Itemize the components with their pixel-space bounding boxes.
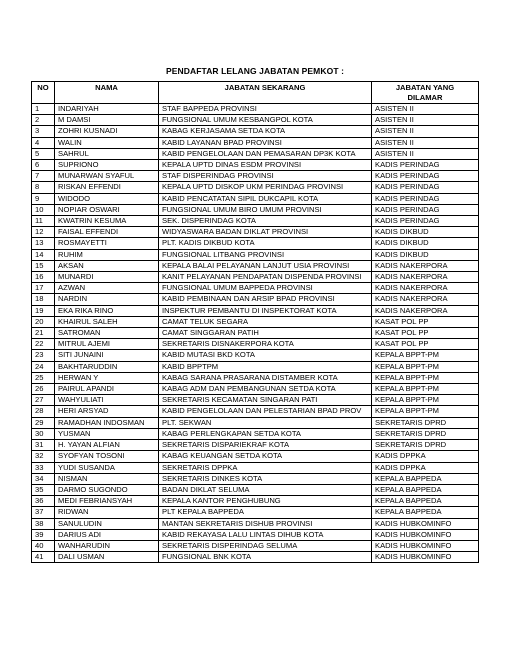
table-row bbox=[32, 496, 479, 507]
cell-nama: MITRUL AJEMI bbox=[55, 339, 159, 350]
cell-no: 38 bbox=[32, 518, 55, 529]
table-row bbox=[32, 171, 479, 182]
cell-no: 26 bbox=[32, 384, 55, 395]
cell-jabatan-sekarang: INSPEKTUR PEMBANTU DI INSPEKTORAT KOTA bbox=[159, 305, 372, 316]
table-row bbox=[32, 540, 479, 551]
cell-jabatan-sekarang: KABID BPPTPM bbox=[159, 361, 372, 372]
cell-no: 1 bbox=[32, 104, 55, 115]
cell-jabatan-sekarang: KABAG SARANA PRASARANA DISTAMBER KOTA bbox=[159, 372, 372, 383]
cell-nama: RISKAN EFFENDI bbox=[55, 182, 159, 193]
cell-jabatan-dilamar: ASISTEN II bbox=[372, 104, 479, 115]
cell-jabatan-dilamar: KADIS NAKERPORA bbox=[372, 294, 479, 305]
cell-jabatan-sekarang: SEKRETARIS DISNAKERPORA KOTA bbox=[159, 339, 372, 350]
cell-jabatan-sekarang: FUNGSIONAL UMUM BAPPEDA PROVINSI bbox=[159, 283, 372, 294]
cell-no: 22 bbox=[32, 339, 55, 350]
cell-jabatan-dilamar: ASISTEN II bbox=[372, 115, 479, 126]
cell-jabatan-dilamar: ASISTEN II bbox=[372, 126, 479, 137]
cell-no: 37 bbox=[32, 507, 55, 518]
cell-jabatan-sekarang: KABID PENGELOLAAN DAN PELESTARIAN BPAD PROV bbox=[159, 406, 372, 417]
cell-no: 35 bbox=[32, 484, 55, 495]
table-row bbox=[32, 484, 479, 495]
cell-jabatan-sekarang: SEKRETARIS DISPERINDAG SELUMA bbox=[159, 540, 372, 551]
cell-jabatan-dilamar: KADIS DIKBUD bbox=[372, 238, 479, 249]
table-row bbox=[32, 115, 479, 126]
cell-jabatan-sekarang: KABID MUTASI BKD KOTA bbox=[159, 350, 372, 361]
cell-jabatan-dilamar: KADIS HUBKOMINFO bbox=[372, 540, 479, 551]
cell-no: 25 bbox=[32, 372, 55, 383]
header-jabatan-dilamar: JABATAN YANG DILAMAR bbox=[372, 82, 479, 104]
cell-nama: HERWAN Y bbox=[55, 372, 159, 383]
cell-jabatan-dilamar: KADIS NAKERPORA bbox=[372, 272, 479, 283]
cell-nama: MEDI FEBRIANSYAH bbox=[55, 496, 159, 507]
cell-nama: KHAIRUL SALEH bbox=[55, 316, 159, 327]
cell-jabatan-sekarang: FUNGSIONAL UMUM KESBANGPOL KOTA bbox=[159, 115, 372, 126]
cell-no: 34 bbox=[32, 473, 55, 484]
table-row bbox=[32, 507, 479, 518]
cell-no: 32 bbox=[32, 451, 55, 462]
cell-nama: DARIUS ADI bbox=[55, 529, 159, 540]
cell-nama: NISMAN bbox=[55, 473, 159, 484]
cell-no: 28 bbox=[32, 406, 55, 417]
cell-nama: DALI USMAN bbox=[55, 552, 159, 563]
cell-jabatan-sekarang: KABAG KERJASAMA SETDA KOTA bbox=[159, 126, 372, 137]
cell-nama: WIDODO bbox=[55, 193, 159, 204]
table-row bbox=[32, 552, 479, 563]
cell-jabatan-dilamar: KEPALA BAPPEDA bbox=[372, 507, 479, 518]
cell-jabatan-sekarang: SEKRETARIS DINKES KOTA bbox=[159, 473, 372, 484]
cell-nama: YUSMAN bbox=[55, 428, 159, 439]
cell-jabatan-dilamar: KADIS PERINDAG bbox=[372, 182, 479, 193]
cell-jabatan-sekarang: WIDYASWARA BADAN DIKLAT PROVINSI bbox=[159, 227, 372, 238]
table-row bbox=[32, 126, 479, 137]
cell-jabatan-sekarang: STAF BAPPEDA PROVINSI bbox=[159, 104, 372, 115]
cell-nama: KWATRIN KESUMA bbox=[55, 216, 159, 227]
cell-nama: H. YAYAN ALFIAN bbox=[55, 440, 159, 451]
cell-no: 8 bbox=[32, 182, 55, 193]
table-row bbox=[32, 305, 479, 316]
table-row bbox=[32, 216, 479, 227]
cell-nama: SUPRIONO bbox=[55, 160, 159, 171]
cell-nama: MUNARDI bbox=[55, 272, 159, 283]
table-row bbox=[32, 529, 479, 540]
table-row bbox=[32, 384, 479, 395]
cell-jabatan-dilamar: KASAT POL PP bbox=[372, 339, 479, 350]
cell-nama: M DAMSI bbox=[55, 115, 159, 126]
cell-jabatan-sekarang: KABID REKAYASA LALU LINTAS DIHUB KOTA bbox=[159, 529, 372, 540]
cell-no: 40 bbox=[32, 540, 55, 551]
cell-no: 36 bbox=[32, 496, 55, 507]
cell-jabatan-sekarang: SEKRETARIS DPPKA bbox=[159, 462, 372, 473]
table-row bbox=[32, 294, 479, 305]
cell-jabatan-sekarang: FUNGSIONAL BNK KOTA bbox=[159, 552, 372, 563]
table-row bbox=[32, 406, 479, 417]
cell-jabatan-sekarang: PLT KEPALA BAPPEDA bbox=[159, 507, 372, 518]
cell-no: 2 bbox=[32, 115, 55, 126]
table-row bbox=[32, 204, 479, 215]
cell-no: 31 bbox=[32, 440, 55, 451]
cell-jabatan-dilamar: KEPALA BAPPEDA bbox=[372, 473, 479, 484]
cell-no: 9 bbox=[32, 193, 55, 204]
header-row bbox=[32, 82, 479, 104]
cell-no: 11 bbox=[32, 216, 55, 227]
cell-nama: MUNARWAN SYAFUL bbox=[55, 171, 159, 182]
cell-jabatan-dilamar: KADIS PERINDAG bbox=[372, 193, 479, 204]
cell-jabatan-dilamar: KADIS HUBKOMINFO bbox=[372, 529, 479, 540]
cell-nama: YUDI SUSANDA bbox=[55, 462, 159, 473]
cell-jabatan-dilamar: KASAT POL PP bbox=[372, 328, 479, 339]
cell-no: 30 bbox=[32, 428, 55, 439]
table-row bbox=[32, 227, 479, 238]
cell-jabatan-dilamar: SEKRETARIS DPRD bbox=[372, 417, 479, 428]
cell-jabatan-sekarang: KABID PENGELOLAAN DAN PEMASARAN DP3K KOTA bbox=[159, 148, 372, 159]
cell-nama: BAKHTARUDDIN bbox=[55, 361, 159, 372]
cell-nama: WALIN bbox=[55, 137, 159, 148]
cell-jabatan-sekarang: CAMAT SINGGARAN PATIH bbox=[159, 328, 372, 339]
cell-no: 20 bbox=[32, 316, 55, 327]
cell-jabatan-dilamar: KEPALA BPPT-PM bbox=[372, 361, 479, 372]
cell-jabatan-sekarang: KABID PENCATATAN SIPIL DUKCAPIL KOTA bbox=[159, 193, 372, 204]
cell-nama: SATROMAN bbox=[55, 328, 159, 339]
cell-jabatan-sekarang: SEKRETARIS DISPARIEKRAF KOTA bbox=[159, 440, 372, 451]
applicant-table bbox=[31, 81, 479, 563]
header-no: NO bbox=[32, 82, 55, 104]
cell-nama: NOPIAR OSWARI bbox=[55, 204, 159, 215]
cell-jabatan-dilamar: KEPALA BPPT-PM bbox=[372, 395, 479, 406]
table-header bbox=[32, 82, 479, 104]
table-row bbox=[32, 160, 479, 171]
cell-jabatan-dilamar: KADIS NAKERPORA bbox=[372, 283, 479, 294]
table-row bbox=[32, 104, 479, 115]
cell-no: 12 bbox=[32, 227, 55, 238]
cell-nama: ROSMAYETTI bbox=[55, 238, 159, 249]
cell-jabatan-sekarang: KEPALA UPTD DISKOP UKM PERINDAG PROVINSI bbox=[159, 182, 372, 193]
cell-no: 14 bbox=[32, 249, 55, 260]
table-row bbox=[32, 339, 479, 350]
cell-no: 17 bbox=[32, 283, 55, 294]
cell-nama: RUHIM bbox=[55, 249, 159, 260]
cell-jabatan-sekarang: FUNGSIONAL UMUM BIRO UMUM PROVINSI bbox=[159, 204, 372, 215]
table-row bbox=[32, 283, 479, 294]
cell-no: 24 bbox=[32, 361, 55, 372]
cell-nama: DARMO SUGONDO bbox=[55, 484, 159, 495]
cell-no: 15 bbox=[32, 260, 55, 271]
cell-no: 23 bbox=[32, 350, 55, 361]
cell-no: 16 bbox=[32, 272, 55, 283]
cell-jabatan-dilamar: KADIS DIKBUD bbox=[372, 249, 479, 260]
cell-no: 19 bbox=[32, 305, 55, 316]
cell-no: 39 bbox=[32, 529, 55, 540]
cell-jabatan-sekarang: KABAG ADM DAN PEMBANGUNAN SETDA KOTA bbox=[159, 384, 372, 395]
cell-jabatan-dilamar: SEKRETARIS DPRD bbox=[372, 428, 479, 439]
cell-nama: SYOFYAN TOSONI bbox=[55, 451, 159, 462]
cell-jabatan-sekarang: KABAG KEUANGAN SETDA KOTA bbox=[159, 451, 372, 462]
cell-jabatan-dilamar: KASAT POL PP bbox=[372, 316, 479, 327]
cell-jabatan-sekarang: KABID LAYANAN BPAD PROVINSI bbox=[159, 137, 372, 148]
cell-no: 13 bbox=[32, 238, 55, 249]
cell-jabatan-sekarang: KANIT PELAYANAN PENDAPATAN DISPENDA PROVINSI bbox=[159, 272, 372, 283]
cell-no: 33 bbox=[32, 462, 55, 473]
table-row bbox=[32, 193, 479, 204]
cell-no: 3 bbox=[32, 126, 55, 137]
cell-jabatan-dilamar: KADIS HUBKOMINFO bbox=[372, 552, 479, 563]
table-row bbox=[32, 518, 479, 529]
cell-jabatan-dilamar: KEPALA BPPT-PM bbox=[372, 406, 479, 417]
cell-jabatan-sekarang: KEPALA KANTOR PENGHUBUNG bbox=[159, 496, 372, 507]
cell-jabatan-sekarang: PLT. SEKWAN bbox=[159, 417, 372, 428]
cell-no: 18 bbox=[32, 294, 55, 305]
cell-jabatan-dilamar: KADIS DIKBUD bbox=[372, 227, 479, 238]
table-row bbox=[32, 316, 479, 327]
cell-jabatan-sekarang: CAMAT TELUK SEGARA bbox=[159, 316, 372, 327]
table-row bbox=[32, 238, 479, 249]
cell-jabatan-sekarang: BADAN DIKLAT SELUMA bbox=[159, 484, 372, 495]
cell-nama: WAHYULIATI bbox=[55, 395, 159, 406]
cell-jabatan-sekarang: MANTAN SEKRETARIS DISHUB PROVINSI bbox=[159, 518, 372, 529]
table-row bbox=[32, 462, 479, 473]
cell-jabatan-dilamar: KADIS DPPKA bbox=[372, 462, 479, 473]
cell-nama: PAIRUL APANDI bbox=[55, 384, 159, 395]
cell-jabatan-dilamar: ASISTEN II bbox=[372, 148, 479, 159]
cell-no: 5 bbox=[32, 148, 55, 159]
table-row bbox=[32, 137, 479, 148]
cell-jabatan-dilamar: KEPALA BPPT-PM bbox=[372, 384, 479, 395]
cell-jabatan-sekarang: STAF DISPERINDAG PROVINSI bbox=[159, 171, 372, 182]
cell-nama: EKA RIKA RINO bbox=[55, 305, 159, 316]
cell-jabatan-sekarang: KABID PEMBINAAN DAN ARSIP BPAD PROVINSI bbox=[159, 294, 372, 305]
cell-jabatan-dilamar: KEPALA BAPPEDA bbox=[372, 496, 479, 507]
cell-jabatan-dilamar: KADIS PERINDAG bbox=[372, 171, 479, 182]
cell-jabatan-dilamar: ASISTEN II bbox=[372, 137, 479, 148]
table-row bbox=[32, 361, 479, 372]
cell-nama: ZOHRI KUSNADI bbox=[55, 126, 159, 137]
document-title: PENDAFTAR LELANG JABATAN PEMKOT : bbox=[165, 66, 344, 76]
cell-nama: INDARIYAH bbox=[55, 104, 159, 115]
cell-jabatan-dilamar: KEPALA BPPT-PM bbox=[372, 350, 479, 361]
table-row bbox=[32, 260, 479, 271]
cell-nama: AKSAN bbox=[55, 260, 159, 271]
cell-jabatan-dilamar: KADIS NAKERPORA bbox=[372, 260, 479, 271]
table-row bbox=[32, 148, 479, 159]
table-row bbox=[32, 249, 479, 260]
table-row bbox=[32, 473, 479, 484]
cell-jabatan-sekarang: SEKRETARIS KECAMATAN SINGARAN PATI bbox=[159, 395, 372, 406]
table-row bbox=[32, 428, 479, 439]
cell-jabatan-dilamar: KADIS NAKERPORA bbox=[372, 305, 479, 316]
table-row bbox=[32, 182, 479, 193]
cell-no: 10 bbox=[32, 204, 55, 215]
cell-no: 7 bbox=[32, 171, 55, 182]
cell-no: 6 bbox=[32, 160, 55, 171]
cell-jabatan-dilamar: KEPALA BPPT-PM bbox=[372, 372, 479, 383]
header-nama: NAMA bbox=[55, 82, 159, 104]
cell-no: 41 bbox=[32, 552, 55, 563]
cell-jabatan-dilamar: KADIS PERINDAG bbox=[372, 160, 479, 171]
table-row bbox=[32, 451, 479, 462]
cell-no: 29 bbox=[32, 417, 55, 428]
table-row bbox=[32, 395, 479, 406]
cell-jabatan-sekarang: FUNGSIONAL LITBANG PROVINSI bbox=[159, 249, 372, 260]
cell-jabatan-sekarang: KEPALA BALAI PELAYANAN LANJUT USIA PROVINSI bbox=[159, 260, 372, 271]
table-row bbox=[32, 328, 479, 339]
cell-nama: NARDIN bbox=[55, 294, 159, 305]
cell-nama: SANULUDIN bbox=[55, 518, 159, 529]
cell-jabatan-sekarang: PLT. KADIS DIKBUD KOTA bbox=[159, 238, 372, 249]
cell-jabatan-dilamar: KADIS DPPKA bbox=[372, 451, 479, 462]
cell-no: 21 bbox=[32, 328, 55, 339]
table-row bbox=[32, 372, 479, 383]
cell-no: 4 bbox=[32, 137, 55, 148]
cell-jabatan-sekarang: KABAG PERLENGKAPAN SETDA KOTA bbox=[159, 428, 372, 439]
table-body bbox=[32, 104, 479, 563]
cell-jabatan-sekarang: KEPALA UPTD DINAS ESDM PROVINSI bbox=[159, 160, 372, 171]
cell-nama: RIDWAN bbox=[55, 507, 159, 518]
cell-nama: SITI JUNAINI bbox=[55, 350, 159, 361]
cell-jabatan-dilamar: SEKRETARIS DPRD bbox=[372, 440, 479, 451]
cell-jabatan-dilamar: KADIS PERINDAG bbox=[372, 216, 479, 227]
cell-jabatan-dilamar: KADIS PERINDAG bbox=[372, 204, 479, 215]
cell-nama: RAMADHAN INDOSMAN bbox=[55, 417, 159, 428]
cell-nama: SAHRUL bbox=[55, 148, 159, 159]
header-jabatan-sekarang: JABATAN SEKARANG bbox=[159, 82, 372, 104]
cell-jabatan-sekarang: SEK. DISPERINDAG KOTA bbox=[159, 216, 372, 227]
table-row bbox=[32, 440, 479, 451]
cell-nama: WANHARUDIN bbox=[55, 540, 159, 551]
cell-nama: AZWAN bbox=[55, 283, 159, 294]
table-row bbox=[32, 417, 479, 428]
cell-nama: HERI ARSYAD bbox=[55, 406, 159, 417]
cell-jabatan-dilamar: KADIS HUBKOMINFO bbox=[372, 518, 479, 529]
cell-jabatan-dilamar: KEPALA BAPPEDA bbox=[372, 484, 479, 495]
cell-nama: FAISAL EFFENDI bbox=[55, 227, 159, 238]
table-row bbox=[32, 350, 479, 361]
table-row bbox=[32, 272, 479, 283]
cell-no: 27 bbox=[32, 395, 55, 406]
